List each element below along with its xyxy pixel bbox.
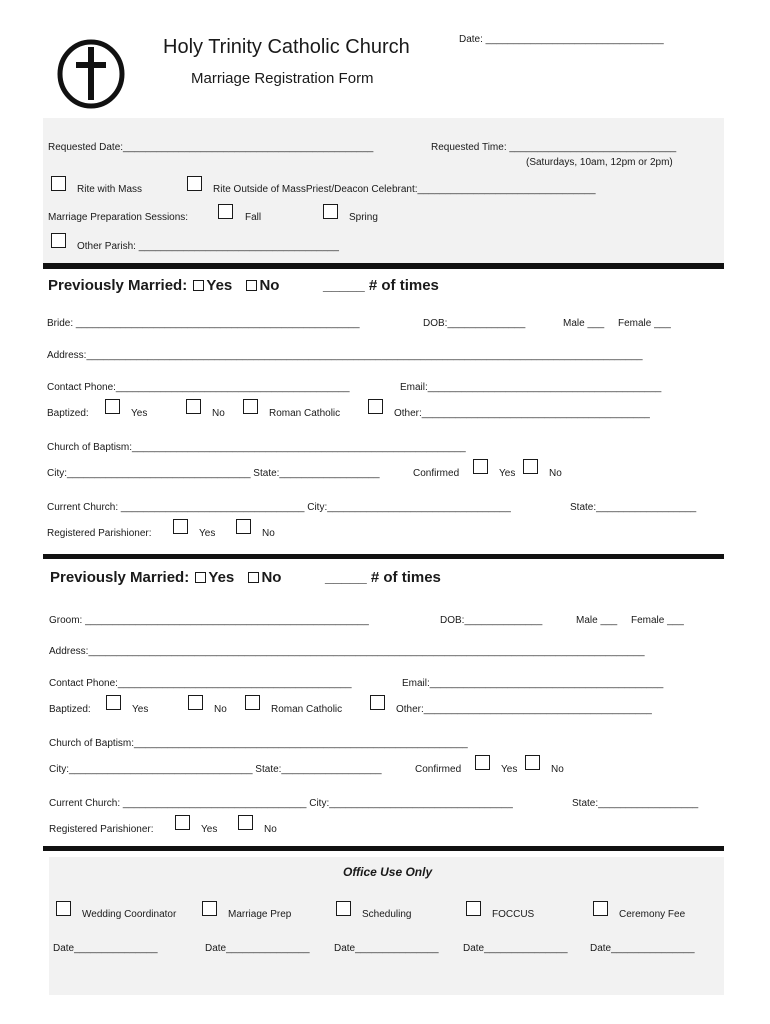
groom-confirmed-yes-checkbox[interactable]	[475, 755, 490, 770]
groom-roman-catholic-checkbox[interactable]	[245, 695, 260, 710]
prep-sessions-label: Marriage Preparation Sessions:	[48, 212, 189, 223]
groom-name-field[interactable]: Groom: ___________________________________________________	[49, 615, 369, 626]
groom-female-field[interactable]: Female ___	[631, 615, 684, 626]
prev-married-no-label: No	[261, 569, 282, 586]
fall-label: Fall	[245, 212, 262, 223]
spring-label: Spring	[349, 212, 378, 223]
groom-other-checkbox[interactable]	[370, 695, 385, 710]
groom-other-field[interactable]: Other:_________________________________________	[396, 704, 652, 715]
bride-baptized-label: Baptized:	[47, 408, 89, 419]
bride-previously-married	[48, 277, 281, 294]
bride-baptized-no-checkbox[interactable]	[186, 399, 201, 414]
office-use-title: Office Use Only	[343, 865, 433, 879]
bride-other-checkbox[interactable]	[368, 399, 383, 414]
bride-confirmed-yes-checkbox[interactable]	[473, 459, 488, 474]
rite-outside-mass-field[interactable]: Rite Outside of MassPriest/Deacon Celebrant:________________________________	[213, 184, 596, 195]
section-divider	[43, 554, 724, 559]
bride-roman-catholic-label: Roman Catholic	[269, 408, 341, 419]
prev-married-yes-label: Yes	[208, 569, 235, 586]
form-title: Marriage Registration Form	[191, 70, 374, 87]
ceremony-fee-date-field[interactable]: Date_______________	[590, 943, 695, 954]
marriage-prep-date-field[interactable]: Date_______________	[205, 943, 310, 954]
wedding-coordinator-label: Wedding Coordinator	[82, 909, 177, 920]
prev-married-yes-checkbox[interactable]	[195, 572, 206, 583]
other-parish-checkbox[interactable]	[51, 233, 66, 248]
bride-phone-field[interactable]: Contact Phone:__________________________________________	[47, 382, 350, 393]
prev-married-label: Previously Married:	[48, 277, 188, 294]
scheduling-checkbox[interactable]	[336, 901, 351, 916]
prev-married-yes-label: Yes	[206, 277, 233, 294]
groom-registered-label: Registered Parishioner:	[49, 824, 154, 835]
bride-confirmed-no-label: No	[549, 468, 562, 479]
groom-confirmed-no-checkbox[interactable]	[525, 755, 540, 770]
time-note: (Saturdays, 10am, 12pm or 2pm)	[526, 157, 673, 168]
bride-registered-label: Registered Parishioner:	[47, 528, 152, 539]
groom-baptized-no-checkbox[interactable]	[188, 695, 203, 710]
other-parish-field[interactable]: Other Parish: ____________________________________	[77, 241, 339, 252]
groom-city-state-field[interactable]: City:_________________________________ State:__________________	[49, 764, 382, 775]
groom-registered-yes-label: Yes	[201, 824, 218, 835]
ceremony-fee-checkbox[interactable]	[593, 901, 608, 916]
bride-city-state-field[interactable]: City:_________________________________ State:__________________	[47, 468, 380, 479]
bride-current-church-field[interactable]: Current Church: _________________________________ City:_________________________________	[47, 502, 511, 513]
groom-state-field[interactable]: State:__________________	[572, 798, 699, 809]
scheduling-label: Scheduling	[362, 909, 412, 920]
section-divider	[43, 263, 724, 269]
bride-baptized-no-label: No	[212, 408, 225, 419]
bride-email-field[interactable]: Email:__________________________________________	[400, 382, 662, 393]
groom-confirmed-yes-label: Yes	[501, 764, 518, 775]
groom-confirmed-label: Confirmed	[415, 764, 462, 775]
cross-in-circle-icon	[56, 38, 126, 110]
groom-roman-catholic-label: Roman Catholic	[271, 704, 343, 715]
requested-time-field[interactable]: Requested Time: ______________________________	[431, 142, 677, 153]
groom-church-of-baptism-field[interactable]: Church of Baptism:____________________________________________________________	[49, 738, 468, 749]
bride-confirmed-label: Confirmed	[413, 468, 460, 479]
church-logo	[56, 38, 126, 110]
groom-times-field[interactable]: _____ # of times	[325, 569, 441, 586]
groom-baptized-yes-checkbox[interactable]	[106, 695, 121, 710]
church-name: Holy Trinity Catholic Church	[163, 36, 410, 58]
groom-email-field[interactable]: Email:__________________________________________	[402, 678, 664, 689]
prev-married-no-checkbox[interactable]	[246, 280, 257, 291]
groom-baptized-label: Baptized:	[49, 704, 91, 715]
bride-roman-catholic-checkbox[interactable]	[243, 399, 258, 414]
groom-registered-no-label: No	[264, 824, 277, 835]
ceremony-fee-label: Ceremony Fee	[619, 909, 686, 920]
wedding-coordinator-checkbox[interactable]	[56, 901, 71, 916]
foccus-checkbox[interactable]	[466, 901, 481, 916]
requested-date-field[interactable]: Requested Date:_____________________________________________	[48, 142, 374, 153]
groom-registered-no-checkbox[interactable]	[238, 815, 253, 830]
bride-baptized-yes-checkbox[interactable]	[105, 399, 120, 414]
bride-male-field[interactable]: Male ___	[563, 318, 605, 329]
spring-checkbox[interactable]	[323, 204, 338, 219]
bride-times-field[interactable]: _____ # of times	[323, 277, 439, 294]
bride-other-field[interactable]: Other:_________________________________________	[394, 408, 650, 419]
groom-current-church-field[interactable]: Current Church: _________________________________ City:_________________________________	[49, 798, 513, 809]
groom-male-field[interactable]: Male ___	[576, 615, 618, 626]
bride-dob-field[interactable]: DOB:______________	[423, 318, 526, 329]
bride-registered-no-checkbox[interactable]	[236, 519, 251, 534]
bride-name-field[interactable]: Bride: ___________________________________________________	[47, 318, 360, 329]
groom-registered-yes-checkbox[interactable]	[175, 815, 190, 830]
bride-registered-yes-checkbox[interactable]	[173, 519, 188, 534]
marriage-prep-checkbox[interactable]	[202, 901, 217, 916]
prev-married-no-label: No	[259, 277, 280, 294]
bride-baptized-yes-label: Yes	[131, 408, 148, 419]
bride-female-field[interactable]: Female ___	[618, 318, 671, 329]
rite-outside-mass-checkbox[interactable]	[187, 176, 202, 191]
bride-registered-yes-label: Yes	[199, 528, 216, 539]
rite-with-mass-checkbox[interactable]	[51, 176, 66, 191]
groom-phone-field[interactable]: Contact Phone:__________________________________________	[49, 678, 352, 689]
scheduling-date-field[interactable]: Date_______________	[334, 943, 439, 954]
groom-confirmed-no-label: No	[551, 764, 564, 775]
foccus-date-field[interactable]: Date_______________	[463, 943, 568, 954]
foccus-label: FOCCUS	[492, 909, 535, 920]
bride-state-field[interactable]: State:__________________	[570, 502, 697, 513]
groom-address-field[interactable]: Address:____________________________________________________________________________________________________	[49, 646, 645, 657]
bride-church-of-baptism-field[interactable]: Church of Baptism:____________________________________________________________	[47, 442, 466, 453]
bride-confirmed-yes-label: Yes	[499, 468, 516, 479]
section-divider	[43, 846, 724, 851]
prev-married-no-checkbox[interactable]	[248, 572, 259, 583]
groom-baptized-yes-label: Yes	[132, 704, 149, 715]
prev-married-yes-checkbox[interactable]	[193, 280, 204, 291]
marriage-prep-label: Marriage Prep	[228, 909, 292, 920]
prev-married-label: Previously Married:	[50, 569, 190, 586]
wedding-coordinator-date-field[interactable]: Date_______________	[53, 943, 158, 954]
bride-confirmed-no-checkbox[interactable]	[523, 459, 538, 474]
rite-with-mass-label: Rite with Mass	[77, 184, 143, 195]
groom-previously-married	[50, 569, 283, 586]
bride-address-field[interactable]: Address:____________________________________________________________________________________________________	[47, 350, 643, 361]
groom-baptized-no-label: No	[214, 704, 227, 715]
bride-registered-no-label: No	[262, 528, 275, 539]
date-field[interactable]: Date: ________________________________	[459, 34, 664, 45]
groom-dob-field[interactable]: DOB:______________	[440, 615, 543, 626]
fall-checkbox[interactable]	[218, 204, 233, 219]
